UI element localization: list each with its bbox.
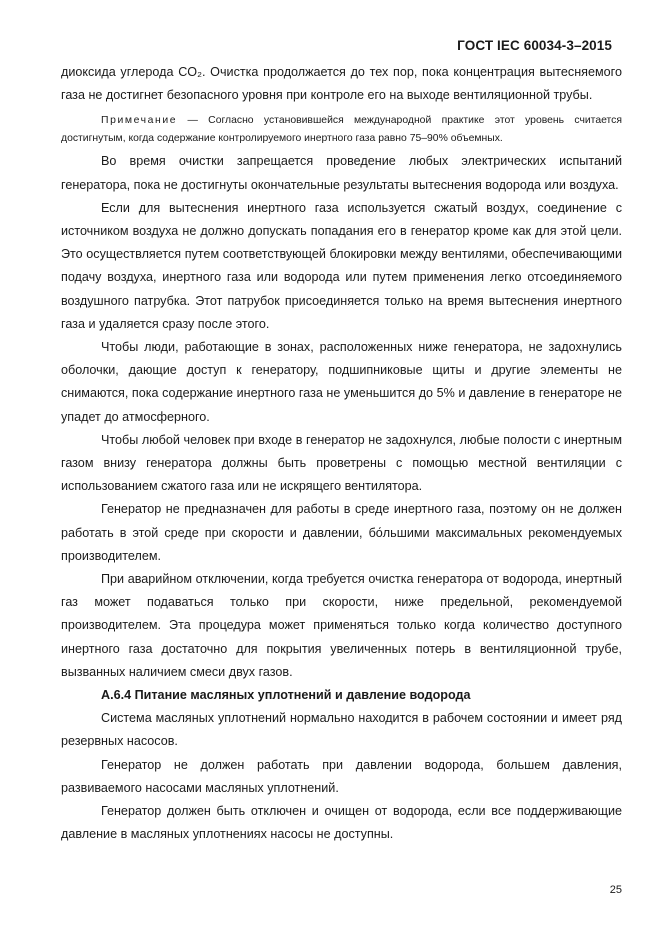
paragraph: Чтобы любой человек при входе в генератор не задохнулся, любые полости с инертным газом внизу генератора должны быть проветрены с помощью местной вентиляции с использованием сжатого газа или не искрящего вентилятора.	[61, 432, 622, 494]
note	[61, 112, 622, 147]
paragraph: Чтобы люди, работающие в зонах, расположенных ниже генератора, не задохнулись оболочки, дающие доступ к генератору, подшипниковые щиты и другие элементы не снимаются, пока содержание инертного газа не уменьшится до 5% и давление в генераторе не упадет до атмосферного.	[61, 340, 622, 424]
paragraph: Если для вытеснения инертного газа используется сжатый воздух, соединение с источником воздуха не должно допускать попадания его в генератор кроме как для этой цели. Это осуществляется путем соответствующей блокировки между вентилями, обеспечивающими подачу воздуха, инертного газа или водорода или путем применения легко отсоединяемого воздушного патрубка. Этот патрубок присоединяется только на время вытеснения инертного газа и удаляется сразу после этого.	[61, 200, 622, 331]
paragraph: Система масляных уплотнений нормально находится в рабочем состоянии и имеет ряд резервных насосов.	[61, 711, 622, 749]
page-number: 25	[609, 884, 622, 896]
note-label: Примечание	[101, 115, 178, 127]
paragraph: Генератор должен быть отключен и очищен от водорода, если все поддерживающие давление в масляных уплотнениях насосы не доступны.	[61, 804, 622, 842]
section-heading: А.6.4 Питание масляных уплотнений и давление водорода	[101, 688, 471, 703]
standard-code: ГОСТ IEC 60034-3–2015	[457, 38, 612, 53]
page-body	[61, 61, 622, 847]
paragraph: Во время очистки запрещается проведение любых электрических испытаний генератора, пока не достигнуты окончательные результаты вытеснения водорода или воздуха.	[61, 154, 622, 192]
paragraph-continuation: диоксида углерода CO₂. Очистка продолжается до тех пор, пока концентрация вытесняемого газа не достигнет безопасного уровня при контроле его на выходе вентиляционной трубы.	[61, 65, 622, 103]
document-header	[457, 38, 612, 53]
paragraph: Генератор не предназначен для работы в среде инертного газа, поэтому он не должен работать в этой среде при скорости и давлении, бо́льшими максимальных рекомендуемых производителем.	[61, 502, 622, 563]
paragraph: Генератор не должен работать при давлении водорода, большем давления, развиваемого насосами масляных уплотнений.	[61, 757, 622, 795]
paragraph: При аварийном отключении, когда требуется очистка генератора от водорода, инертный газ может подаваться только при скорости, ниже предельной, рекомендуемой производителем. Эта процедура может применяться только когда количество доступного инертного газа достаточно для покрытия увеличенных потерь в вентиляционной трубе, вызванных наличием смеси двух газов.	[61, 572, 622, 679]
note-text: — Согласно установившейся международной практике этот уровень считается достигнутым, когда содержание контролируемого инертного газа равно 75–90% объемных.	[61, 115, 622, 144]
